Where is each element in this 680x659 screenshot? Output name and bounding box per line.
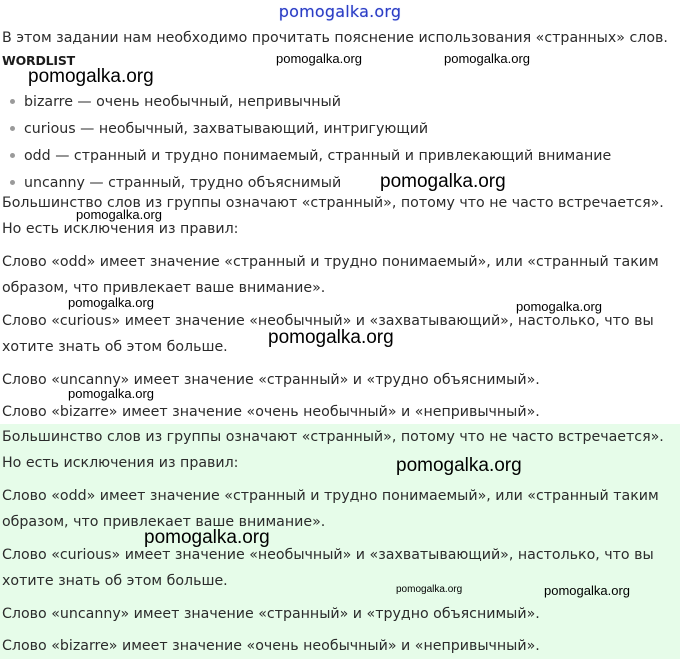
wordlist-item-text: odd — странный и трудно понимаемый, странный и привлекающий внимание: [24, 147, 612, 164]
watermark: pomogalka.org: [396, 455, 522, 476]
bullet-icon: [10, 126, 15, 131]
watermark: pomogalka.org: [396, 584, 463, 595]
explanation-paragraph: Слово «bizarre» имеет значение «очень необычный» и «непривычный».: [2, 404, 540, 420]
explanation-paragraph: Слово «curious» имеет значение «необычный» и «захватывающий», настолько, что вы хотите знать об этом больше.: [2, 313, 654, 355]
explanation-paragraph: Слово «odd» имеет значение «странный и трудно понимаемый», или «странный таким образом, что привлекает ваше внимание».: [2, 254, 659, 296]
watermark: pomogalka.org: [76, 207, 162, 222]
explanation-paragraph: Большинство слов из группы означают «странный», потому что не часто встречается». Но есть исключения из правил:: [2, 195, 664, 237]
wordlist-item-text: curious — необычный, захватывающий, интригующий: [24, 120, 429, 137]
watermark: pomogalka.org: [144, 527, 270, 548]
wordlist-heading: WORDLIST: [2, 53, 75, 68]
site-logo-link[interactable]: pomogalka.org: [278, 2, 402, 21]
wordlist-item: [10, 88, 611, 115]
wordlist: [10, 88, 611, 196]
wordlist-item-text: bizarre — очень необычный, непривычный: [24, 93, 341, 110]
answer-paragraph: Слово «uncanny» имеет значение «странный» и «трудно объяснимый».: [2, 606, 540, 622]
explanation-paragraph: Слово «uncanny» имеет значение «странный» и «трудно объяснимый».: [2, 372, 540, 388]
watermark: pomogalka.org: [544, 583, 630, 598]
watermark: pomogalka.org: [268, 327, 394, 348]
watermark: pomogalka.org: [68, 295, 154, 310]
answer-paragraph: Слово «curious» имеет значение «необычный» и «захватывающий», настолько, что вы хотите знать об этом больше.: [2, 547, 654, 589]
answer-paragraph: Большинство слов из группы означают «странный», потому что не часто встречается». Но есть исключения из правил:: [2, 429, 664, 471]
watermark: pomogalka.org: [68, 386, 154, 401]
watermark: pomogalka.org: [516, 299, 602, 314]
answer-paragraph: Слово «bizarre» имеет значение «очень необычный» и «непривычный».: [2, 638, 540, 654]
wordlist-item: [10, 115, 611, 142]
answer-paragraph: Слово «odd» имеет значение «странный и трудно понимаемый», или «странный таким образом, что привлекает ваше внимание».: [2, 488, 659, 530]
watermark: pomogalka.org: [444, 51, 530, 66]
wordlist-item: [10, 142, 611, 169]
watermark: pomogalka.org: [276, 51, 362, 66]
watermark: pomogalka.org: [28, 66, 154, 87]
bullet-icon: [10, 99, 15, 104]
intro-text: В этом задании нам необходимо прочитать пояснение использования «странных» слов.: [2, 30, 668, 46]
bullet-icon: [10, 153, 15, 158]
watermark: pomogalka.org: [380, 171, 506, 192]
bullet-icon: [10, 180, 15, 185]
site-header: [0, 0, 680, 21]
wordlist-item-text: uncanny — странный, трудно объяснимый: [24, 174, 342, 191]
